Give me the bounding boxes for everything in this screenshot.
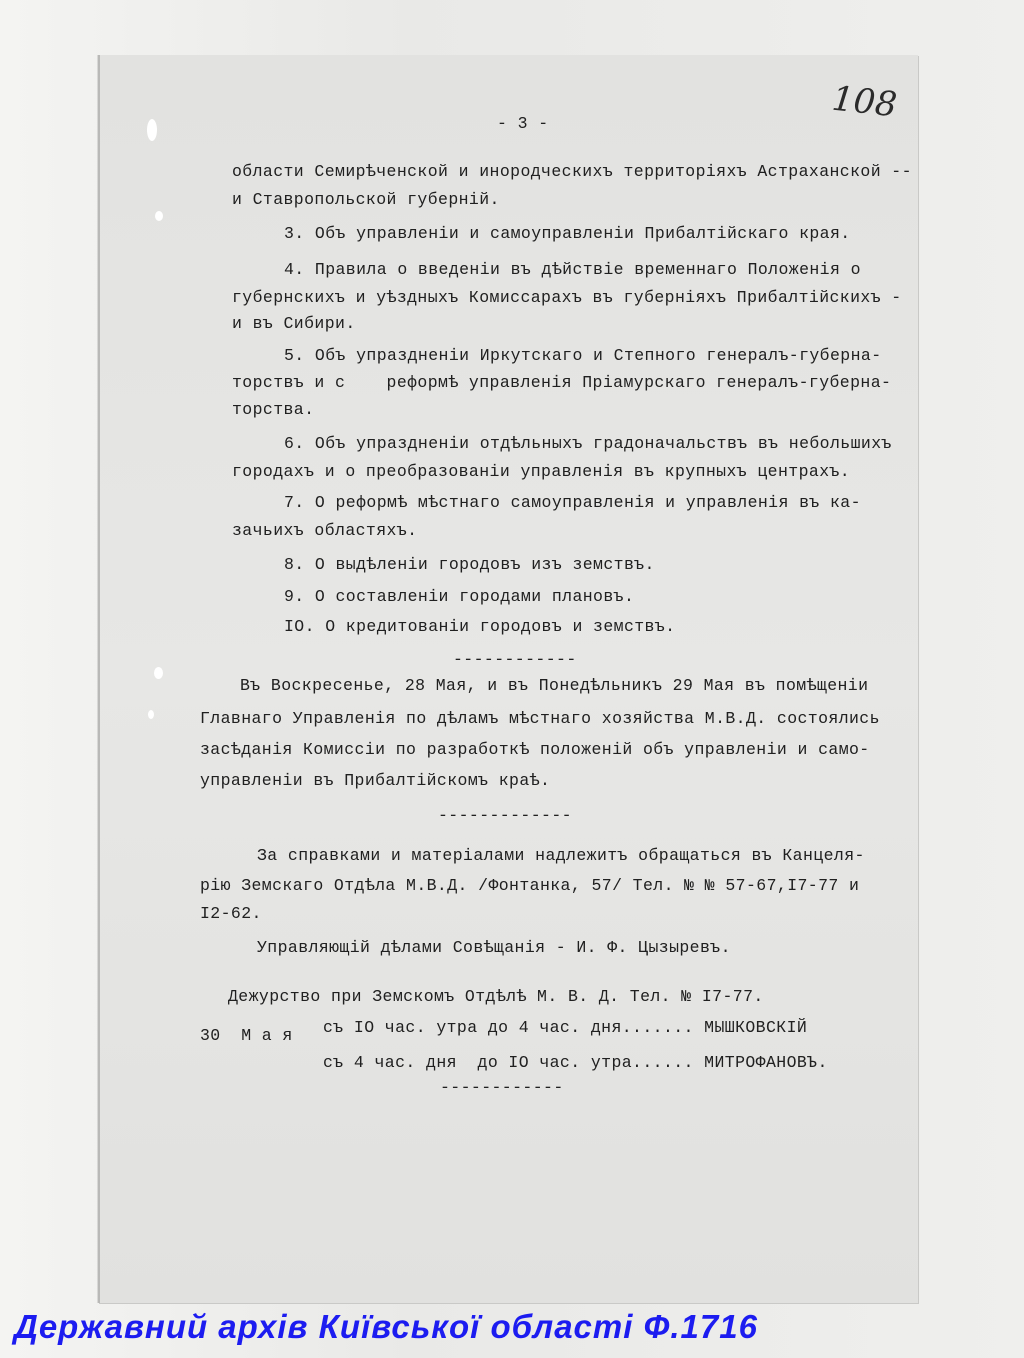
duty-date: 30 М а я [200,1026,293,1045]
paper-damage-speck [154,667,163,679]
separator: ------------ [453,650,577,669]
list-item-6: 6. Объ упраздненіи отдѣльныхъ градоначальствъ въ небольшихъ [284,434,892,453]
list-item-10: IO. О кредитованіи городовъ и земствъ. [284,617,676,636]
list-item-3: 3. Объ управленіи и самоуправленіи Прибалтійскаго края. [284,224,851,243]
duty-row: съ IO час. утра до 4 час. дня....... МЫШКОВСКІЙ [323,1018,808,1037]
list-item-5-cont: торства. [232,400,315,419]
list-item-7-cont: зачьихъ областяхъ. [232,521,418,540]
list-item-8: 8. О выдѣленіи городовъ изъ земствъ. [284,555,655,574]
list-item-9: 9. О составленіи городами плановъ. [284,587,635,606]
list-item-6-cont: городахъ и о преобразованіи управленія въ крупныхъ центрахъ. [232,462,851,481]
archive-caption: Державний архів Київської області Ф.1716 [14,1308,758,1345]
inquiries-line: За справками и матеріалами надлежитъ обращаться въ Канцеля- [257,846,865,865]
page-number: - 3 - [497,114,549,133]
meeting-line: Въ Воскресенье, 28 Мая, и въ Понедѣльникъ 29 Мая въ помѣщеніи [240,676,869,695]
inquiries-line: рію Земскаго Отдѣла М.В.Д. /Фонтанка, 57/ Тел. № № 57-67,I7-77 и [200,876,860,895]
list-item-4-cont: губернскихъ и уѣздныхъ Комиссарахъ въ губерніяхъ Прибалтійскихъ - [232,288,902,307]
paper-damage-speck [147,119,157,141]
text-line: области Семирѣченской и инородческихъ территоріяхъ Астраханской -- [232,162,912,181]
duty-header: Дежурство при Земскомъ Отдѣлѣ М. В. Д. Тел. № I7-77. [228,987,764,1006]
list-item-5: 5. Объ упраздненіи Иркутскаго и Степного генералъ-губерна- [284,346,882,365]
separator: ------------ [440,1078,564,1097]
folio-number-handwritten: 108 [830,78,899,126]
meeting-line: управленіи въ Прибалтійскомъ краѣ. [200,771,551,790]
meeting-line: Главнаго Управленія по дѣламъ мѣстнаго хозяйства М.В.Д. состоялись [200,709,880,728]
inquiries-line: I2-62. [200,904,262,923]
paper-damage-speck [148,710,154,719]
list-item-4: 4. Правила о введеніи въ дѣйствіе временнаго Положенія о [284,260,861,279]
duty-row: съ 4 час. дня до IO час. утра...... МИТРОФАНОВЪ. [323,1053,828,1072]
separator: ------------- [438,806,572,825]
list-item-7: 7. О реформѣ мѣстнаго самоуправленія и управленія въ ка- [284,493,861,512]
paper-damage-speck [155,211,163,221]
list-item-4-cont: и въ Сибири. [232,314,356,333]
manager-line: Управляющій дѣлами Совѣщанія - И. Ф. Цызыревъ. [257,938,731,957]
meeting-line: засѣданія Комиссіи по разработкѣ положеній объ управленіи и само- [200,740,870,759]
list-item-5-cont: торствъ и с реформѣ управленія Пріамурскаго генералъ-губерна- [232,373,892,392]
text-line: и Ставропольской губерній. [232,190,500,209]
